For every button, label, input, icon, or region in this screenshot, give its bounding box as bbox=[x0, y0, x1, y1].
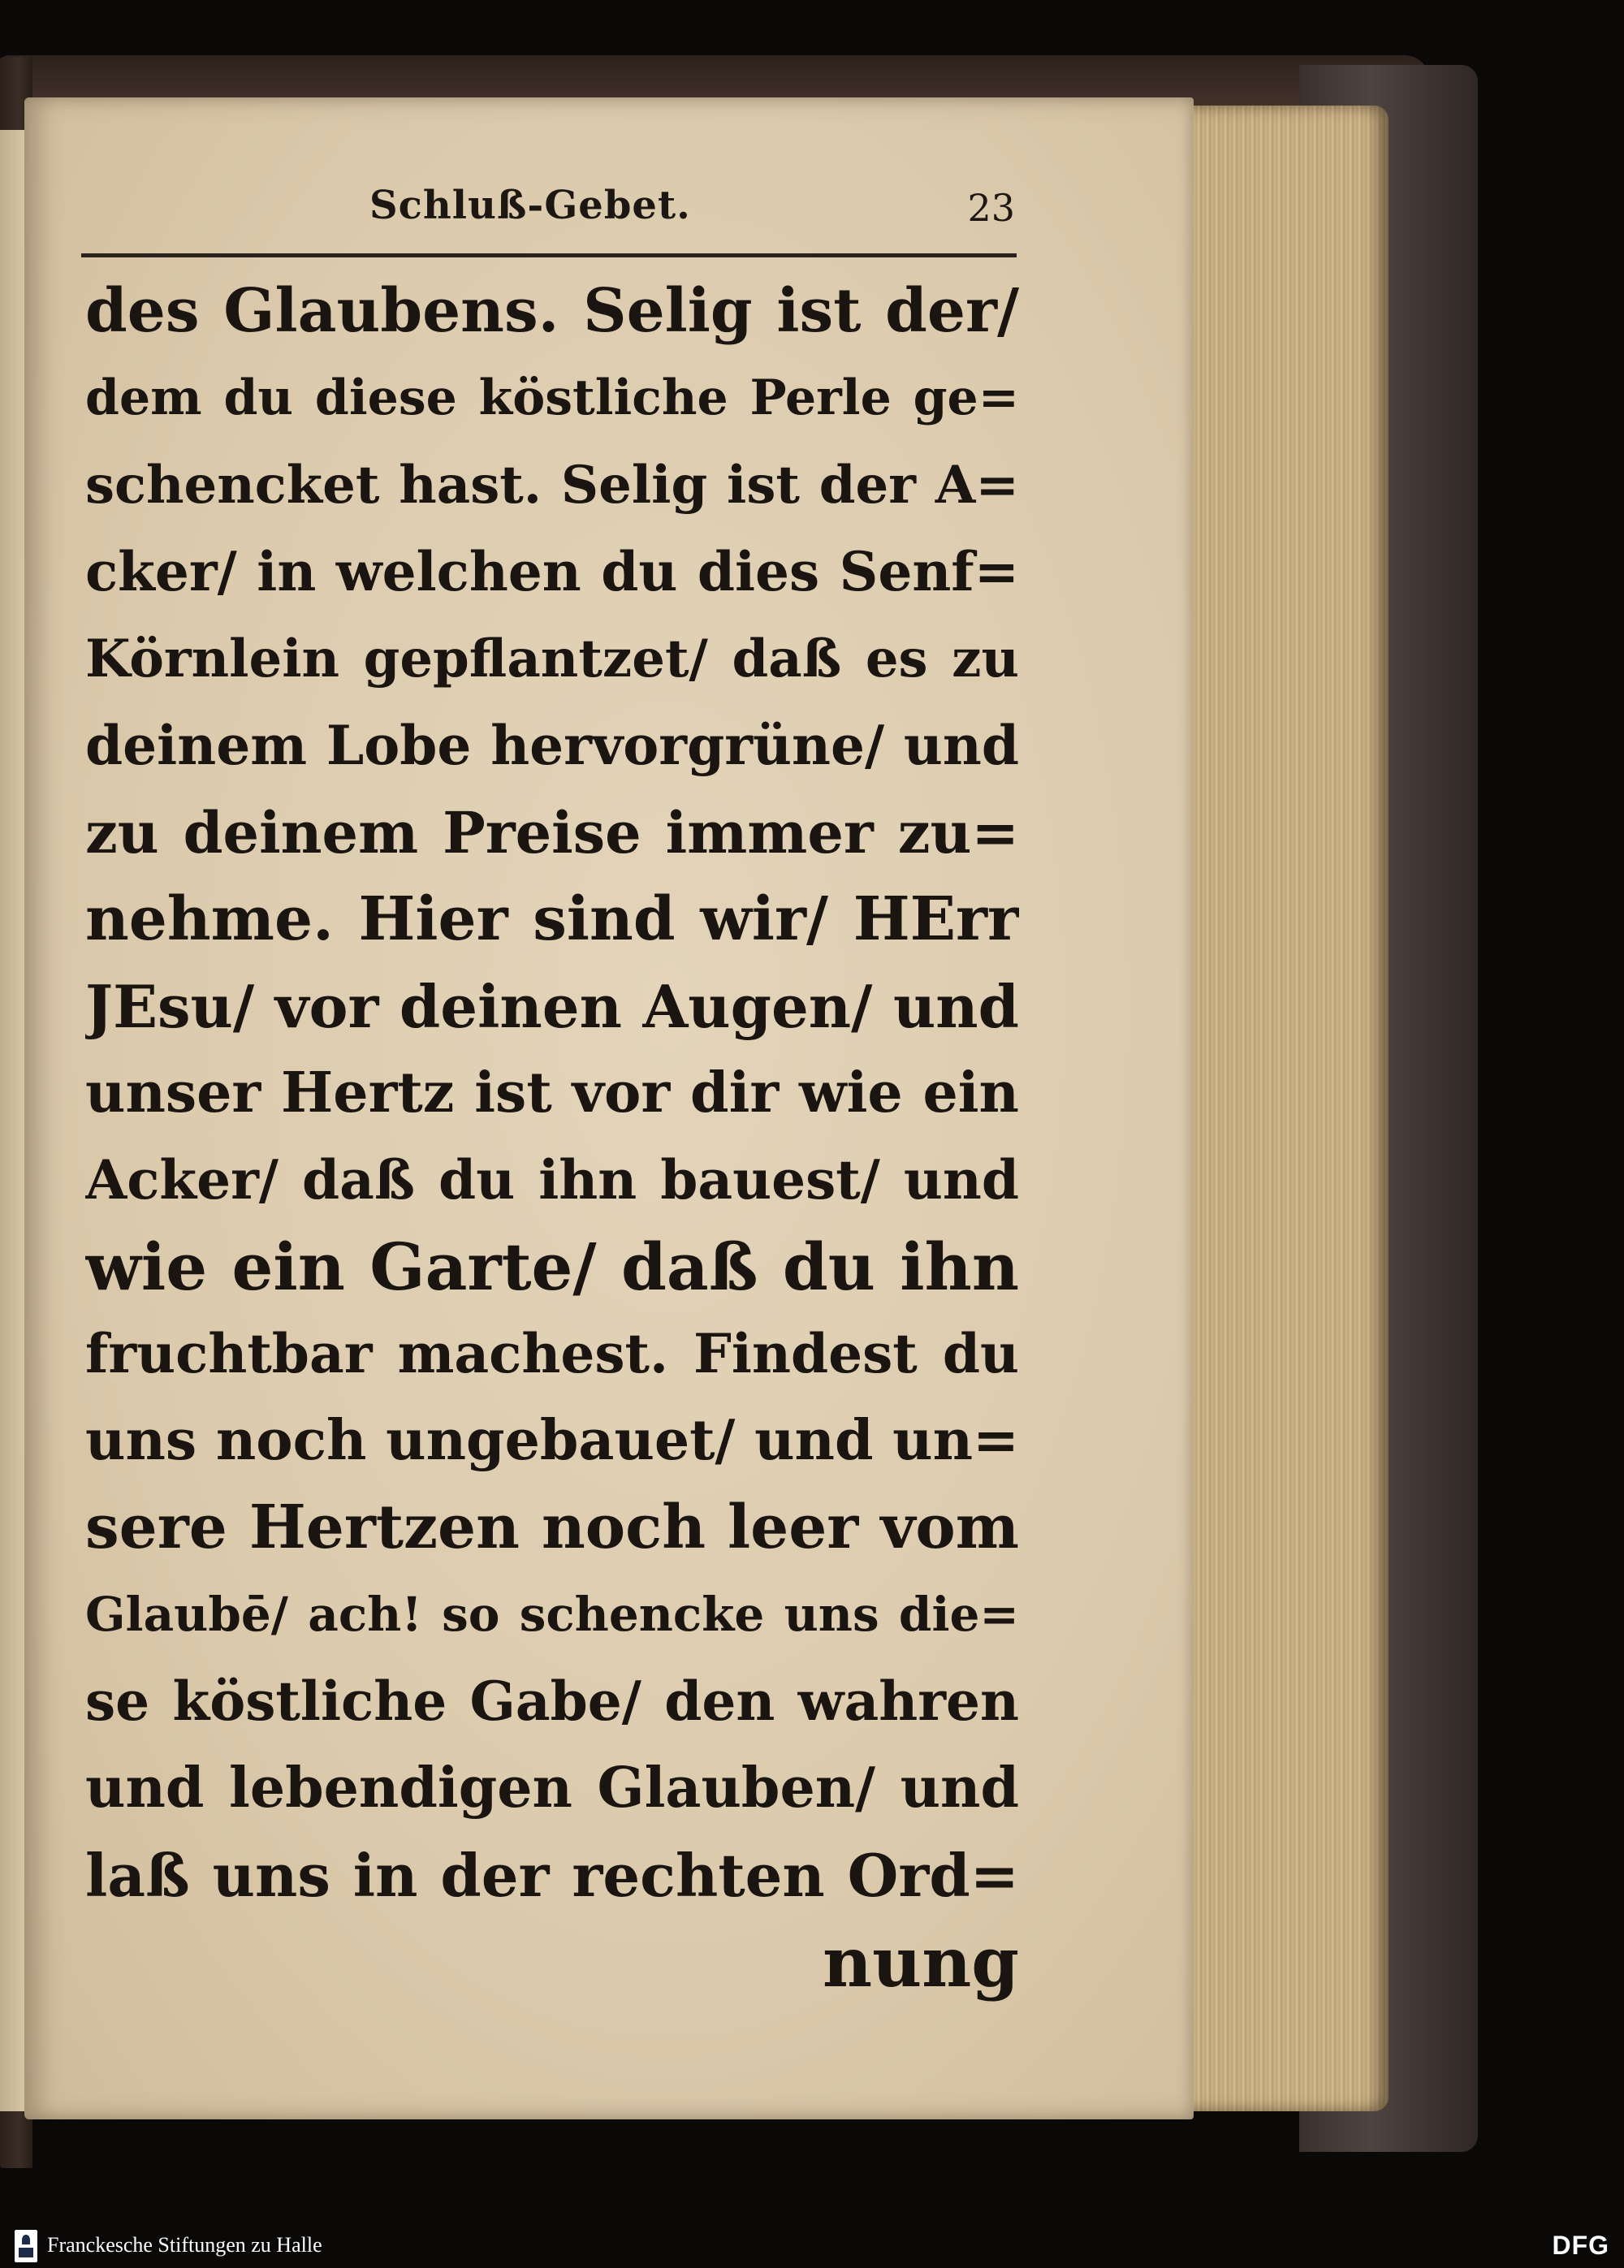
running-title: Schluß-Gebet. bbox=[369, 183, 691, 228]
text-line: schencket hast. Selig ist der A= bbox=[85, 455, 1019, 516]
facing-page-sliver bbox=[0, 130, 28, 2111]
institution-name: Franckesche Stiftungen zu Halle bbox=[47, 2233, 322, 2257]
text-line: cker/ in welchen du dies Senf= bbox=[85, 540, 1019, 603]
franckesche-stiftungen-logo-icon bbox=[15, 2230, 37, 2262]
catchword: nung bbox=[823, 1922, 1019, 2002]
viewer-footer bbox=[0, 2223, 1624, 2268]
text-line: zu deinem Preise immer zu= bbox=[85, 799, 1019, 866]
text-line: und lebendigen Glauben/ und bbox=[85, 1756, 1019, 1821]
text-line: fruchtbar machest. Findest du bbox=[85, 1322, 1019, 1385]
text-line: Körnlein gepflantzet/ daß es zu bbox=[85, 629, 1019, 689]
header-rule bbox=[81, 253, 1017, 257]
text-line: Acker/ daß du ihn bauest/ und bbox=[85, 1148, 1019, 1212]
text-line: sere Hertzen noch leer vom bbox=[85, 1493, 1019, 1562]
text-line: uns noch ungebauet/ und un= bbox=[85, 1408, 1019, 1473]
text-line: laß uns in der rechten Ord= bbox=[85, 1841, 1019, 1910]
text-line: wie ein Garte/ daß du ihn bbox=[85, 1229, 1019, 1305]
page-header bbox=[81, 175, 1015, 248]
page-edges bbox=[1186, 106, 1389, 2111]
text-line: Glaubē/ ach! so schencke uns die= bbox=[85, 1587, 1019, 1642]
dfg-logo: DFG bbox=[1552, 2231, 1609, 2260]
text-line: des Glaubens. Selig ist der/ bbox=[85, 276, 1019, 346]
page-number: 23 bbox=[967, 186, 1015, 230]
text-line: deinem Lobe hervorgrüne/ und bbox=[85, 714, 1019, 777]
body-text bbox=[85, 268, 1019, 2006]
text-line: dem du diese köstliche Perle ge= bbox=[85, 369, 1019, 426]
text-line: unser Hertz ist vor dir wie ein bbox=[85, 1061, 1019, 1125]
text-line: JEsu/ vor deinen Augen/ und bbox=[85, 972, 1019, 1041]
text-line: se köstliche Gabe/ den wahren bbox=[85, 1670, 1019, 1733]
text-line: nehme. Hier sind wir/ HErr bbox=[85, 884, 1019, 954]
